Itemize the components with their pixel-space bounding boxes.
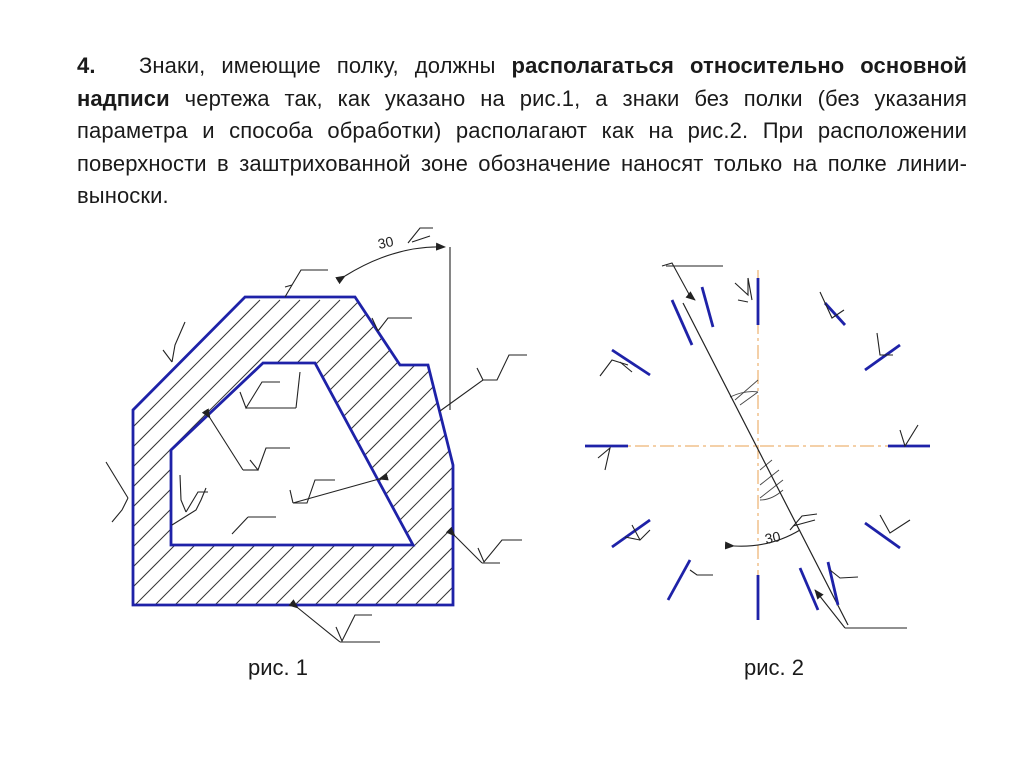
figure1-caption: рис. 1: [248, 655, 308, 680]
paragraph-part1: Знаки, имеющие полку, должны: [139, 53, 512, 78]
figure2: [585, 263, 930, 628]
angle-label-fig1: 30: [376, 233, 395, 252]
paragraph-part2: чертежа так, как указано на рис.1, а знаки без полки (без указания параметра и способа обработки) располагают как на рис.2. При расположении поверхности в заштрихованной зоне обозначение наносят только на полке линии-выноски.: [77, 85, 967, 208]
boundary-line: [683, 303, 848, 625]
paragraph-bold: располагаться относительно основной надписи: [77, 53, 967, 111]
inner-contour: [171, 363, 413, 545]
figure2-caption: рис. 2: [744, 655, 804, 680]
figure1: [0, 228, 800, 660]
paragraph-number: 4.: [77, 53, 96, 78]
angle-label-fig2: 30: [763, 528, 782, 547]
roughness-signs-fig1: [106, 270, 527, 642]
